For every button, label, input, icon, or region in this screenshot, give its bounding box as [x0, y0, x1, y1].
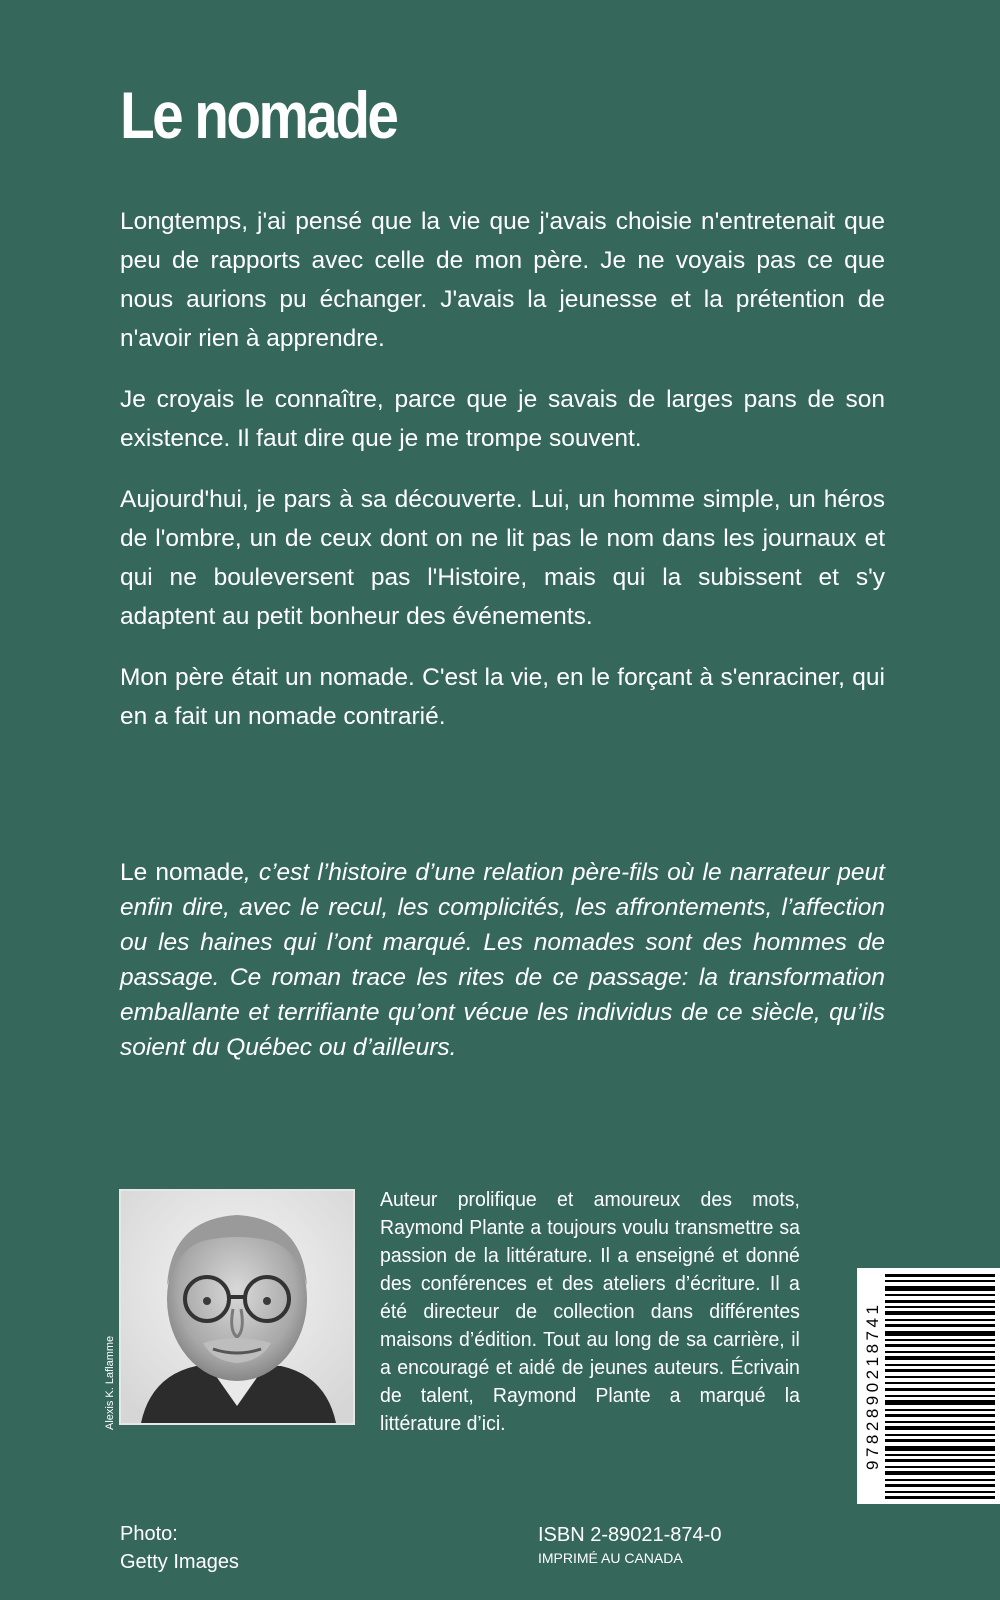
summary-text: , c’est l’histoire d’une relation père-fils où le narrateur peut enfin dire, avec le recul, les complicités, les affrontements, l’affection ou les haines qui l’ont marqué. Les nomades sont des hommes de passage. Ce roman trace les rites de ce passage: la transformation emballante et terrifiante qu’ont vécue les individus de ce siècle, qu’ils soient du Québec ou d’ailleurs. [120, 859, 885, 1061]
barcode-bars [885, 1270, 995, 1502]
blurb-paragraph-4: Mon père était un nomade. C'est la vie, en le forçant à s'enraciner, qui en a fait un nomade contrarié. [120, 664, 885, 730]
blurb-paragraph-1: Longtemps, j'ai pensé que la vie que j'avais choisie n'entretenait que peu de rapports avec celle de mon père. Je ne voyais pas ce que nous aurions pu échanger. J'avais la jeunesse et la prétention de n'avoir rien à apprendre. [120, 208, 885, 352]
barcode-number: 9782890218741 [863, 1301, 882, 1471]
book-title: Le nomade [120, 78, 397, 152]
cover-photo-credit-source: Getty Images [120, 1551, 239, 1573]
book-summary [120, 855, 885, 1065]
cover-photo-credit-label: Photo: [120, 1523, 178, 1545]
isbn-text: ISBN 2-89021-874-0 [538, 1524, 722, 1546]
back-cover-blurb [120, 202, 885, 758]
author-photo [119, 1189, 355, 1425]
isbn-barcode [857, 1268, 1000, 1504]
blurb-paragraph-3: Aujourd'hui, je pars à sa découverte. Lui, un homme simple, un héros de l'ombre, un de ceux dont on ne lit pas le nom dans les journaux et qui ne bouleversent pas l'Histoire, mais qui la subissent et s'y adaptent au petit bonheur des événements. [120, 486, 885, 630]
author-portrait-illustration [121, 1191, 353, 1423]
cover-photo-credit [120, 1520, 239, 1576]
printed-in-text: IMPRIMÉ AU CANADA [538, 1550, 683, 1566]
summary-book-title: Le nomade [120, 859, 244, 886]
blurb-paragraph-2: Je croyais le connaître, parce que je savais de larges pans de son existence. Il faut dire que je me trompe souvent. [120, 386, 885, 452]
author-photo-credit: Alexis K. Laflamme [104, 1335, 116, 1430]
author-bio: Auteur prolifique et amoureux des mots, Raymond Plante a toujours voulu transmettre sa passion de la littérature. Il a enseigné et donné des conférences et des ateliers d’écriture. Il a été directeur de collection dans différentes maisons d’édition. Tout au long de sa carrière, il a encouragé et aidé de jeunes auteurs. Écrivain de talent, Raymond Plante a marqué la littérature d’ici. [380, 1188, 800, 1435]
